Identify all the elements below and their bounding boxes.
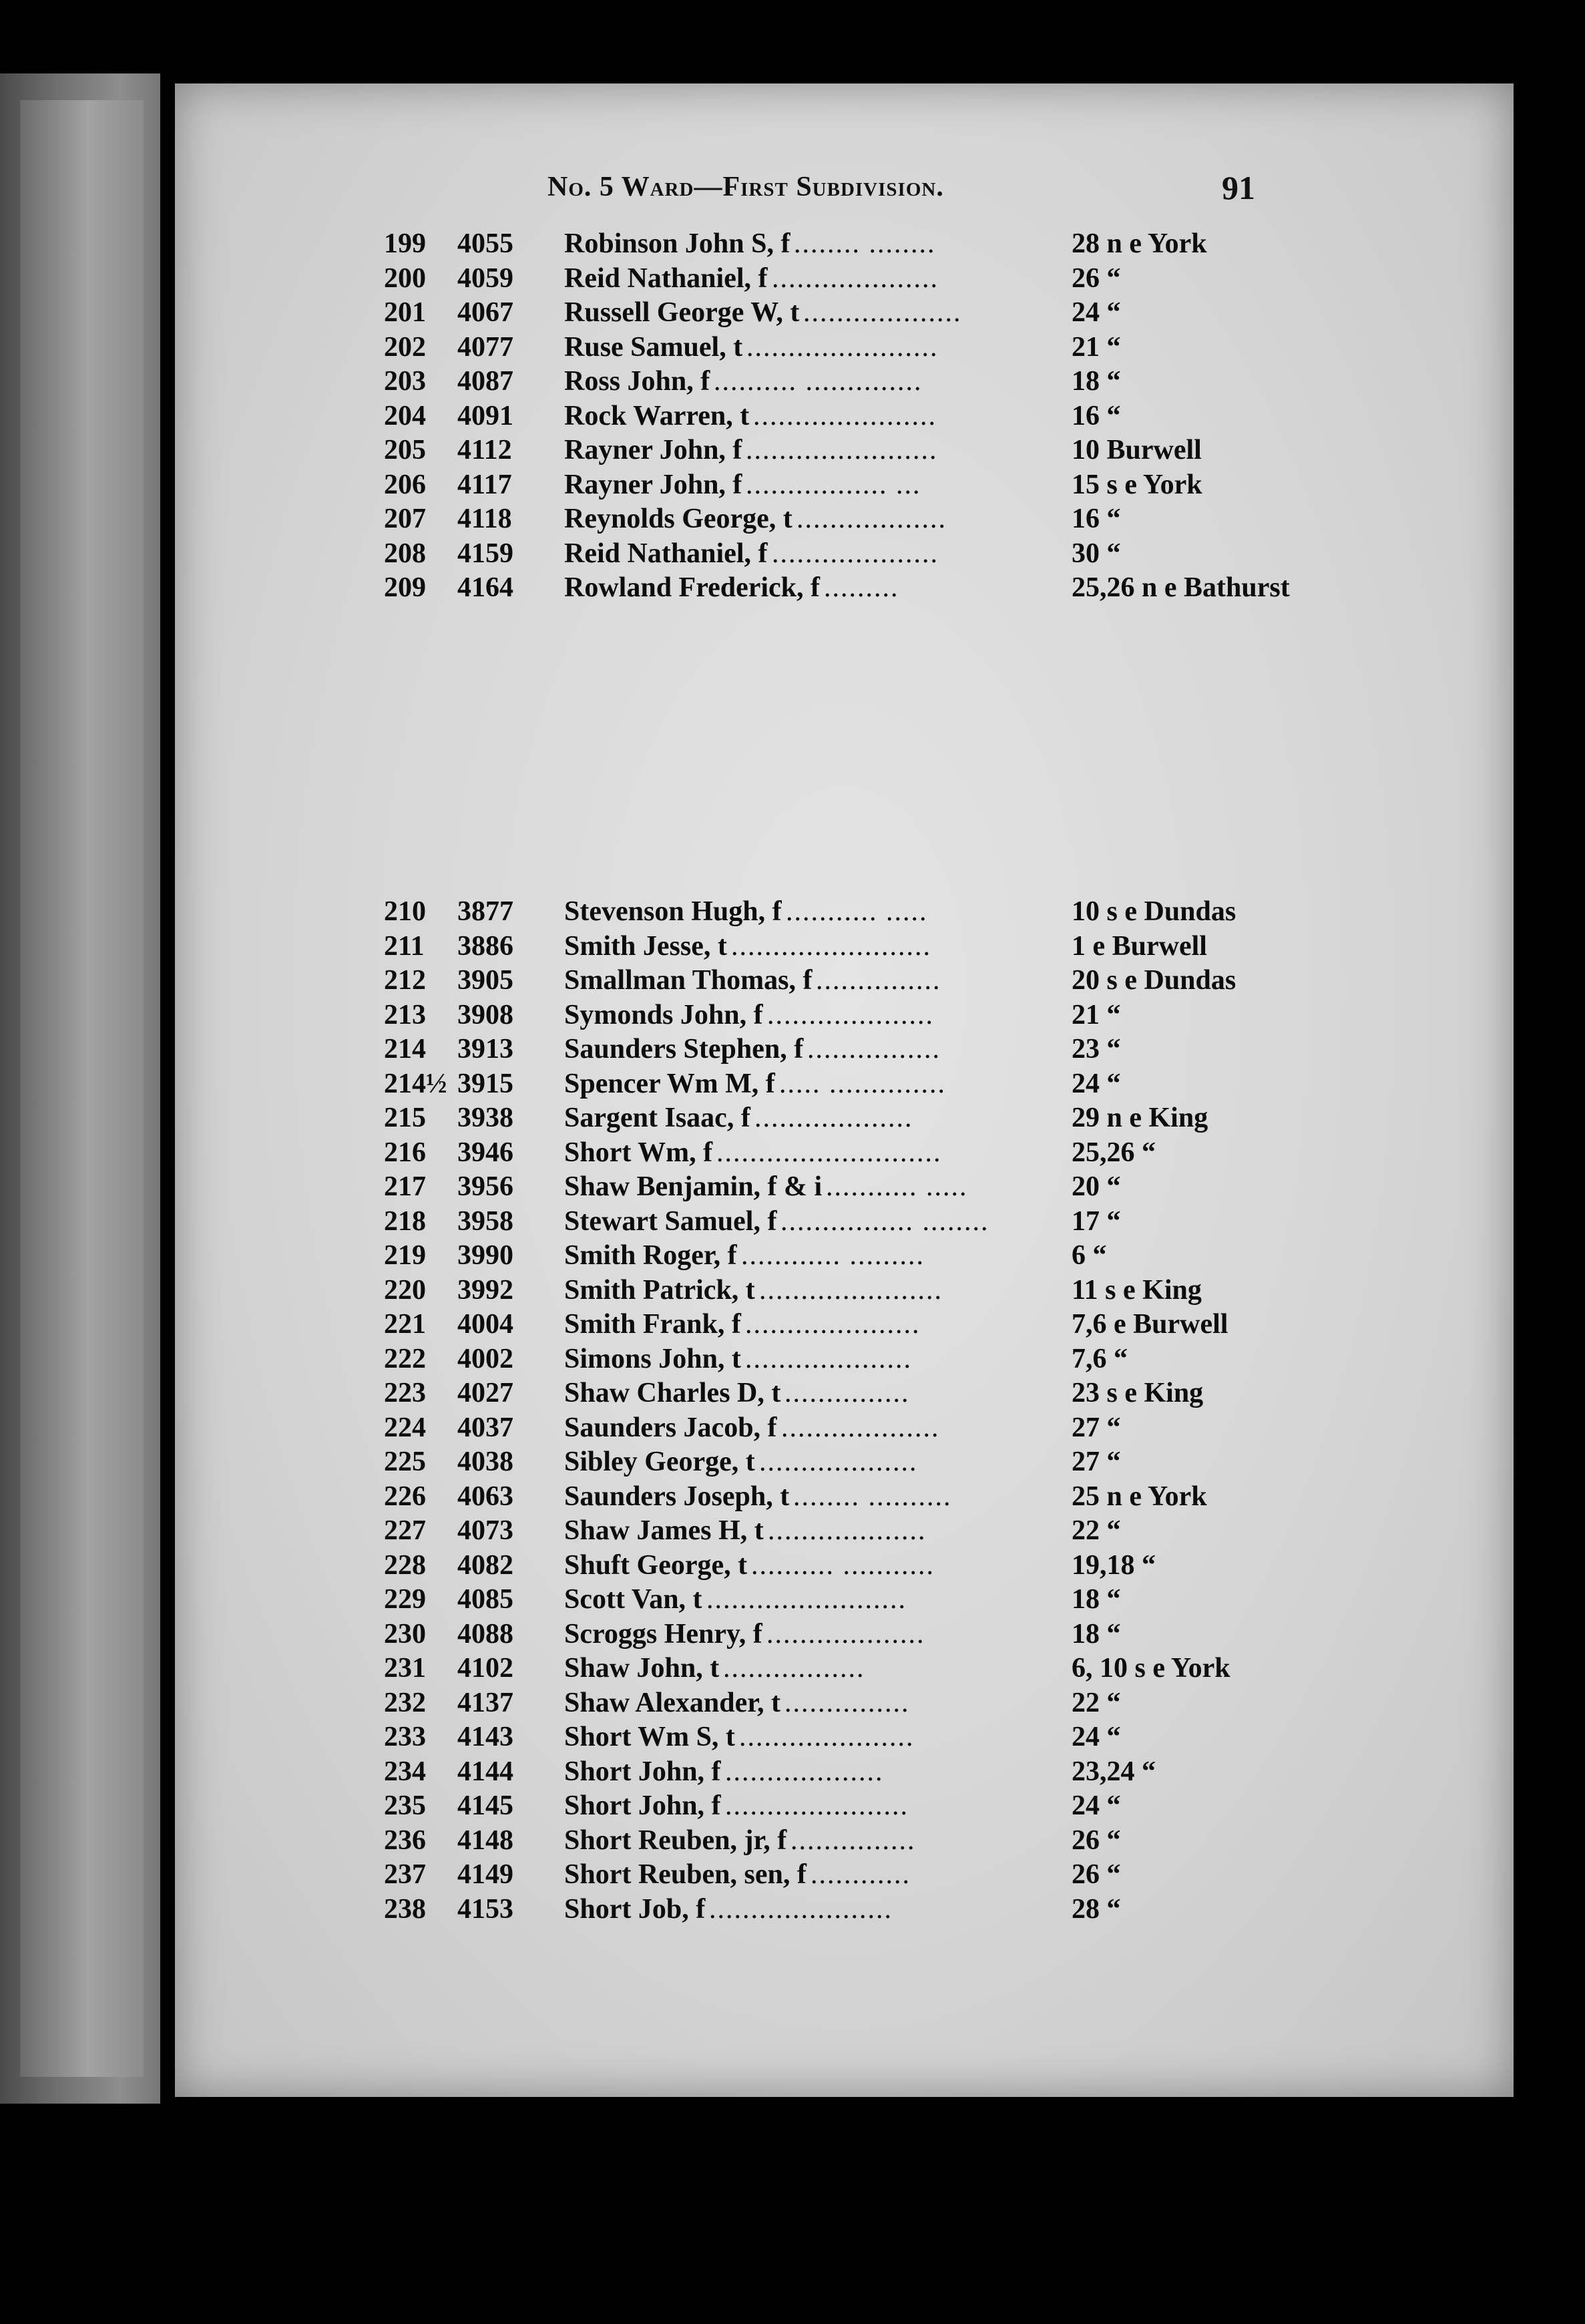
list-entry	[384, 1032, 1245, 1067]
entry-location: 30 “	[1072, 538, 1121, 569]
entry-location: 27 “	[1072, 1446, 1121, 1477]
entry-name: Smallman Thomas, f	[564, 965, 813, 996]
list-entry	[384, 1480, 1245, 1515]
list-entry	[384, 1308, 1245, 1342]
entry-roll-number: 4137	[457, 1687, 513, 1718]
entry-name: Sibley George, t	[564, 1446, 755, 1477]
entry-roll-number: 4153	[457, 1893, 513, 1925]
entry-roll-number: 3886	[457, 930, 513, 962]
entry-index: 210	[384, 896, 426, 927]
entry-roll-number: 4102	[457, 1653, 513, 1684]
entry-index: 214½	[384, 1068, 447, 1099]
entry-location: 6, 10 s e York	[1072, 1653, 1230, 1684]
entry-name: Smith Patrick, t	[564, 1274, 755, 1306]
entry-location: 18 “	[1072, 366, 1121, 397]
entry-leader-dots: ...................	[725, 1756, 884, 1787]
entry-index: 233	[384, 1722, 426, 1752]
entry-leader-dots: .........	[824, 572, 899, 603]
entry-name: Reynolds George, t	[564, 504, 792, 534]
entry-name: Ross John, f	[564, 366, 710, 397]
entry-index: 214	[384, 1034, 426, 1064]
entry-location: 20 “	[1072, 1171, 1121, 1202]
entry-location: 22 “	[1072, 1515, 1121, 1546]
entry-name: Symonds John, f	[564, 999, 763, 1030]
entry-name: Saunders Stephen, f	[564, 1034, 804, 1064]
entry-index: 206	[384, 469, 426, 500]
entry-index: 236	[384, 1824, 426, 1856]
entry-roll-number: 4118	[457, 504, 512, 534]
entry-index: 226	[384, 1481, 426, 1512]
entry-name: Rayner John, f	[564, 435, 742, 465]
entry-roll-number: 4143	[457, 1722, 513, 1752]
entry-roll-number: 4038	[457, 1446, 513, 1477]
list-entry	[384, 895, 1245, 930]
entry-roll-number: 4112	[457, 435, 512, 465]
list-entry	[384, 1583, 1245, 1617]
entry-index: 205	[384, 435, 426, 465]
entry-leader-dots: ...............	[816, 965, 941, 996]
list-entry	[384, 331, 1245, 365]
adjacent-page-edge	[0, 73, 160, 2104]
entry-location: 10 Burwell	[1072, 435, 1202, 465]
entry-roll-number: 4067	[457, 297, 513, 328]
entry-roll-number: 4073	[457, 1515, 513, 1546]
entry-name: Robinson John S, f	[564, 228, 790, 259]
entry-location: 29 n e King	[1072, 1103, 1208, 1133]
page-number: 91	[1222, 169, 1255, 206]
entry-index: 237	[384, 1859, 426, 1890]
entry-roll-number: 4148	[457, 1824, 513, 1856]
entry-leader-dots: ...................	[759, 1446, 918, 1477]
entry-index: 230	[384, 1618, 426, 1650]
entry-index: 234	[384, 1756, 426, 1787]
entry-leader-dots: ...................	[768, 1515, 927, 1546]
entry-location: 22 “	[1072, 1687, 1121, 1718]
entry-location: 11 s e King	[1072, 1274, 1202, 1306]
entry-index: 221	[384, 1309, 426, 1340]
entry-index: 219	[384, 1240, 426, 1271]
entry-leader-dots: ...................	[766, 1618, 925, 1650]
list-entry	[384, 1170, 1245, 1205]
entry-index: 199	[384, 228, 426, 259]
list-entry	[384, 1652, 1245, 1686]
list-entry	[384, 399, 1245, 434]
entry-location: 17 “	[1072, 1205, 1121, 1237]
list-entry	[384, 1101, 1245, 1136]
list-entry	[384, 1274, 1245, 1308]
entry-location: 23,24 “	[1072, 1756, 1156, 1787]
list-entry	[384, 468, 1245, 503]
entry-roll-number: 4027	[457, 1378, 513, 1408]
entry-roll-number: 4117	[457, 469, 512, 500]
entry-roll-number: 4159	[457, 538, 513, 569]
entry-index: 208	[384, 538, 426, 569]
entry-leader-dots: ...................	[803, 297, 962, 328]
entry-roll-number: 4063	[457, 1481, 513, 1512]
entry-name: Scroggs Henry, f	[564, 1618, 762, 1650]
entry-name: Shaw John, t	[564, 1653, 720, 1684]
entry-location: 28 “	[1072, 1893, 1121, 1925]
list-entry	[384, 262, 1245, 297]
entry-leader-dots: ...............	[784, 1687, 910, 1718]
entry-location: 18 “	[1072, 1584, 1121, 1615]
entry-name: Short Reuben, sen, f	[564, 1859, 807, 1890]
entry-roll-number: 4091	[457, 400, 513, 431]
entry-location: 24 “	[1072, 1068, 1121, 1099]
entry-location: 25,26 n e Bathurst	[1072, 572, 1290, 603]
entry-leader-dots: ........................	[706, 1584, 907, 1615]
list-entry	[384, 998, 1245, 1033]
entry-roll-number: 3913	[457, 1034, 513, 1064]
entry-roll-number: 3877	[457, 896, 513, 927]
entry-location: 24 “	[1072, 1790, 1121, 1821]
list-entry	[384, 537, 1245, 572]
entry-location: 15 s e York	[1072, 469, 1202, 500]
entry-roll-number: 3990	[457, 1240, 513, 1271]
entry-index: 216	[384, 1137, 426, 1168]
list-entry	[384, 433, 1245, 468]
entry-index: 215	[384, 1103, 426, 1133]
entry-name: Reid Nathaniel, f	[564, 262, 768, 294]
entry-location: 16 “	[1072, 504, 1121, 534]
entry-index: 209	[384, 572, 426, 603]
entry-index: 211	[384, 930, 425, 962]
entry-name: Shaw James H, t	[564, 1515, 764, 1546]
list-entry	[384, 1376, 1245, 1411]
entry-location: 26 “	[1072, 1824, 1121, 1856]
entry-index: 223	[384, 1378, 426, 1408]
entry-name: Stewart Samuel, f	[564, 1205, 777, 1237]
entry-name: Shaw Charles D, t	[564, 1378, 781, 1408]
list-entry	[384, 1755, 1245, 1790]
entry-roll-number: 3908	[457, 999, 513, 1030]
entry-index: 200	[384, 262, 426, 294]
entry-leader-dots: ...............	[790, 1824, 916, 1856]
page-title: No. 5 Ward—First Subdivision.	[547, 172, 944, 202]
entry-name: Short John, f	[564, 1790, 721, 1821]
list-entry	[384, 1067, 1245, 1102]
entry-name: Rayner John, f	[564, 469, 742, 500]
entry-leader-dots: ..... ..............	[779, 1068, 946, 1099]
entry-name: Sargent Isaac, f	[564, 1103, 750, 1133]
entry-leader-dots: ................ ........	[780, 1205, 989, 1237]
entry-index: 227	[384, 1515, 426, 1546]
list-entry	[384, 1824, 1245, 1859]
entry-index: 232	[384, 1687, 426, 1718]
entry-name: Shaw Alexander, t	[564, 1687, 781, 1718]
entry-location: 26 “	[1072, 262, 1121, 294]
entry-location: 18 “	[1072, 1618, 1121, 1650]
entry-index: 222	[384, 1343, 426, 1374]
entry-location: 24 “	[1072, 1722, 1121, 1752]
entry-index: 217	[384, 1171, 426, 1202]
entry-leader-dots: ....................	[745, 1343, 912, 1374]
entry-leader-dots: ................. ...	[746, 469, 921, 500]
entry-name: Reid Nathaniel, f	[564, 538, 768, 569]
list-entry	[384, 365, 1245, 399]
entry-location: 1 e Burwell	[1072, 930, 1207, 962]
entry-name: Russell George W, t	[564, 297, 800, 328]
entry-leader-dots: ...............	[784, 1378, 910, 1408]
entry-leader-dots: ........... .....	[786, 896, 928, 927]
entry-index: 213	[384, 999, 426, 1030]
entry-index: 228	[384, 1549, 426, 1581]
list-entry	[384, 1686, 1245, 1721]
list-entry	[384, 1617, 1245, 1652]
entry-location: 23 “	[1072, 1034, 1121, 1064]
entry-name: Shaw Benjamin, f & i	[564, 1171, 823, 1202]
entry-roll-number: 4059	[457, 262, 513, 294]
entry-roll-number: 3915	[457, 1068, 513, 1099]
entry-roll-number: 4082	[457, 1549, 513, 1581]
entry-roll-number: 3946	[457, 1137, 513, 1168]
entry-index: 229	[384, 1584, 426, 1615]
list-entry	[384, 964, 1245, 998]
entry-location: 7,6 “	[1072, 1343, 1128, 1374]
entry-leader-dots: ........ ..........	[793, 1481, 952, 1512]
entry-roll-number: 3938	[457, 1103, 513, 1133]
entry-index: 224	[384, 1412, 426, 1443]
list-entry	[384, 1893, 1245, 1927]
entry-name: Short Reuben, jr, f	[564, 1824, 787, 1856]
entry-leader-dots: ......................	[759, 1274, 943, 1306]
entry-leader-dots: ......................	[725, 1790, 909, 1821]
entry-roll-number: 4145	[457, 1790, 513, 1821]
entry-index: 207	[384, 504, 426, 534]
entry-name: Stevenson Hugh, f	[564, 896, 782, 927]
entry-group-one	[384, 227, 1290, 606]
book-spine	[20, 100, 144, 2077]
entry-location: 28 n e York	[1072, 228, 1207, 259]
entry-leader-dots: .......... ...........	[751, 1549, 935, 1581]
entry-index: 202	[384, 331, 426, 363]
entry-name: Short John, f	[564, 1756, 721, 1787]
entry-location: 24 “	[1072, 297, 1121, 328]
entry-group-two	[384, 895, 1245, 1927]
entry-leader-dots: ...................	[754, 1103, 913, 1133]
entry-roll-number: 4144	[457, 1756, 513, 1787]
list-entry	[384, 571, 1290, 606]
entry-roll-number: 3905	[457, 965, 513, 996]
entry-roll-number: 4087	[457, 366, 513, 397]
entry-name: Simons John, t	[564, 1343, 741, 1374]
entry-leader-dots: ......................	[709, 1893, 893, 1925]
entry-location: 23 s e King	[1072, 1378, 1204, 1408]
entry-location: 21 “	[1072, 331, 1121, 363]
list-entry	[384, 1789, 1245, 1824]
list-entry	[384, 227, 1245, 262]
entry-roll-number: 3956	[457, 1171, 513, 1202]
entry-roll-number: 4055	[457, 228, 513, 259]
entry-roll-number: 4004	[457, 1309, 513, 1340]
entry-name: Smith Jesse, t	[564, 930, 727, 962]
entry-index: 231	[384, 1653, 426, 1684]
entry-leader-dots: ....................	[767, 999, 934, 1030]
entry-name: Rowland Frederick, f	[564, 572, 821, 603]
list-entry	[384, 1205, 1245, 1239]
entry-location: 7,6 e Burwell	[1072, 1309, 1228, 1340]
list-entry	[384, 1720, 1245, 1755]
entry-roll-number: 4037	[457, 1412, 513, 1443]
entry-roll-number: 4077	[457, 331, 513, 363]
entry-leader-dots: ....................	[772, 538, 939, 569]
entry-leader-dots: .....................	[745, 1309, 921, 1340]
list-entry	[384, 1858, 1245, 1893]
entry-index: 212	[384, 965, 426, 996]
entry-name: Short Wm S, t	[564, 1722, 735, 1752]
entry-leader-dots: ..................	[797, 504, 947, 534]
entry-index: 235	[384, 1790, 426, 1821]
list-entry	[384, 1514, 1245, 1549]
entry-leader-dots: ........... .....	[826, 1171, 968, 1202]
entry-leader-dots: .....................	[739, 1722, 915, 1752]
list-entry	[384, 1411, 1245, 1446]
list-entry	[384, 1445, 1245, 1480]
entry-roll-number: 4085	[457, 1584, 513, 1615]
entry-name: Scott Van, t	[564, 1584, 702, 1615]
entry-name: Smith Frank, f	[564, 1309, 741, 1340]
entry-index: 225	[384, 1446, 426, 1477]
entry-leader-dots: .......................	[746, 331, 939, 363]
entry-index: 220	[384, 1274, 426, 1306]
entry-location: 21 “	[1072, 999, 1121, 1030]
entry-roll-number: 3958	[457, 1205, 513, 1237]
entry-leader-dots: ...................	[781, 1412, 940, 1443]
list-entry	[384, 1342, 1245, 1377]
entry-leader-dots: ....................	[772, 262, 939, 294]
entry-roll-number: 4164	[457, 572, 513, 603]
entry-leader-dots: .................	[723, 1653, 865, 1684]
list-entry	[384, 1239, 1245, 1274]
entry-name: Saunders Joseph, t	[564, 1481, 790, 1512]
entry-location: 27 “	[1072, 1412, 1121, 1443]
entry-name: Ruse Samuel, t	[564, 331, 743, 363]
entry-roll-number: 3992	[457, 1274, 513, 1306]
entry-leader-dots: ........ ........	[794, 228, 936, 259]
entry-name: Spencer Wm M, f	[564, 1068, 775, 1099]
list-entry	[384, 296, 1245, 331]
list-entry	[384, 1549, 1245, 1583]
entry-location: 10 s e Dundas	[1072, 896, 1236, 927]
entry-leader-dots: ......................	[753, 400, 937, 431]
entry-leader-dots: ...........................	[716, 1137, 942, 1168]
entry-leader-dots: ............ .........	[741, 1240, 925, 1271]
entry-index: 204	[384, 400, 426, 431]
entry-name: Short Job, f	[564, 1893, 706, 1925]
entry-roll-number: 4149	[457, 1859, 513, 1890]
entry-leader-dots: ................	[807, 1034, 941, 1064]
entry-leader-dots: ........................	[731, 930, 931, 962]
entry-index: 203	[384, 366, 426, 397]
page-header	[374, 168, 1255, 215]
list-entry	[384, 930, 1245, 964]
list-entry	[384, 502, 1245, 537]
entry-name: Saunders Jacob, f	[564, 1412, 777, 1443]
entry-leader-dots: ............	[811, 1859, 911, 1890]
entry-name: Short Wm, f	[564, 1137, 713, 1168]
entry-leader-dots: .......................	[746, 435, 938, 465]
entry-location: 6 “	[1072, 1240, 1107, 1271]
entry-location: 25 n e York	[1072, 1481, 1207, 1512]
list-entry	[384, 1136, 1245, 1171]
entry-location: 25,26 “	[1072, 1137, 1156, 1168]
entry-location: 16 “	[1072, 400, 1121, 431]
entry-index: 218	[384, 1205, 426, 1237]
entry-name: Smith Roger, f	[564, 1240, 737, 1271]
entry-roll-number: 4088	[457, 1618, 513, 1650]
entry-leader-dots: .......... ..............	[714, 366, 923, 397]
entry-name: Shuft George, t	[564, 1549, 748, 1581]
entry-index: 201	[384, 297, 426, 328]
entry-location: 26 “	[1072, 1859, 1121, 1890]
entry-location: 20 s e Dundas	[1072, 965, 1236, 996]
entry-location: 19,18 “	[1072, 1549, 1156, 1581]
entry-index: 238	[384, 1893, 426, 1925]
entry-name: Rock Warren, t	[564, 400, 750, 431]
entry-roll-number: 4002	[457, 1343, 513, 1374]
